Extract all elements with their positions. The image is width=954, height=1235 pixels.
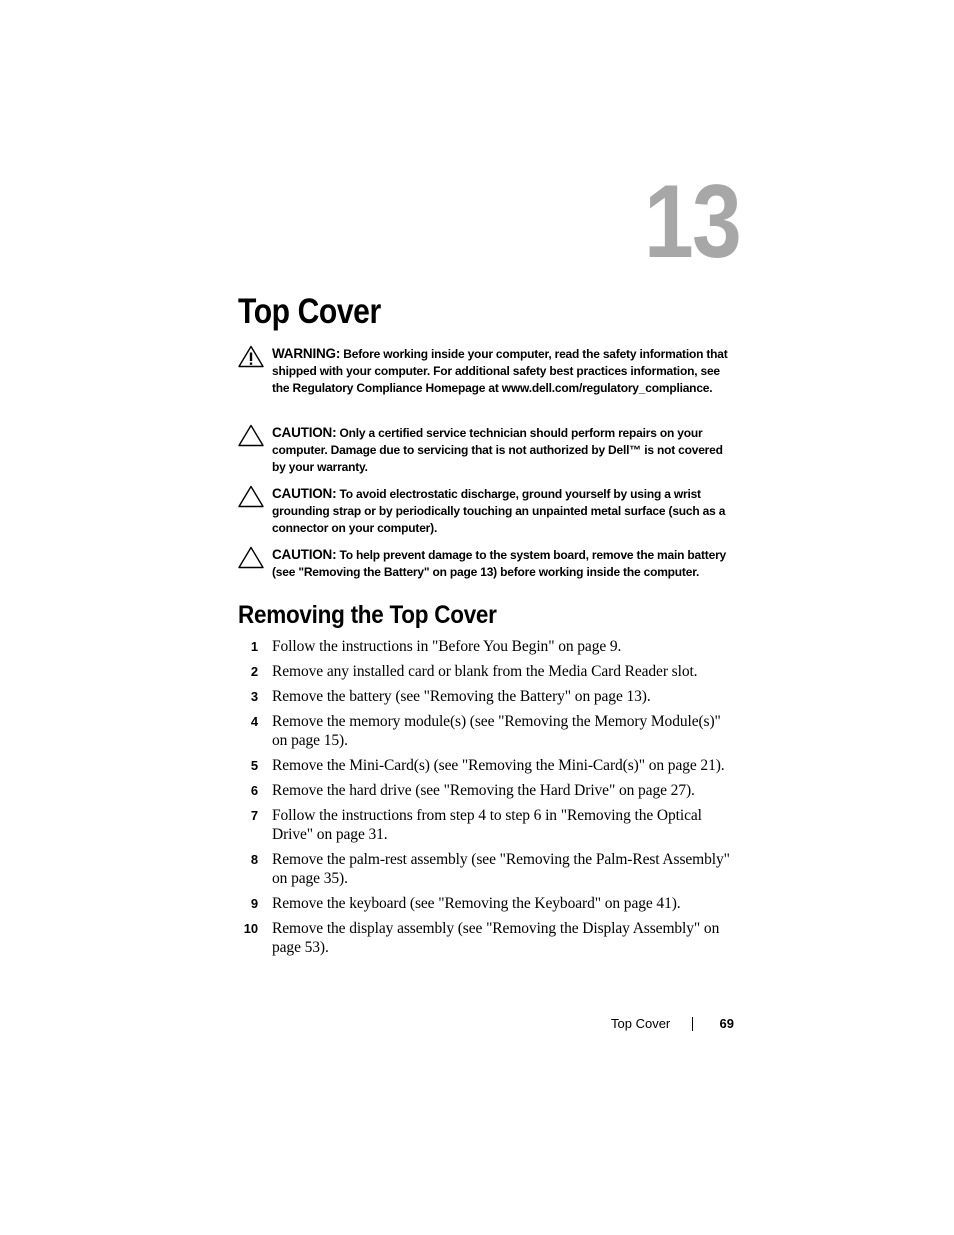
- caution-body: Only a certified service technician should perform repairs on your computer. Damage due to servicing that is not authorized by Dell™ is not covered by your warranty.: [272, 426, 723, 474]
- footer-divider: [692, 1017, 693, 1031]
- step-item: [238, 894, 738, 913]
- step-text: Remove the battery (see "Removing the Battery" on page 13).: [272, 688, 651, 705]
- step-item: [238, 756, 738, 775]
- warning-body: Before working inside your computer, read the safety information that shipped with your computer. For additional safety best practices information, see the Regulatory Compliance Homepage at www.dell.com/regulatory_compliance.: [272, 347, 728, 395]
- footer-chapter-title: Top Cover: [611, 1016, 671, 1031]
- section-heading: Removing the Top Cover: [238, 601, 497, 629]
- page-title: Top Cover: [238, 292, 381, 331]
- step-item: [238, 712, 738, 750]
- step-item: [238, 919, 738, 957]
- step-number: 10: [243, 921, 258, 936]
- step-text: Remove the hard drive (see "Removing the Hard Drive" on page 27).: [272, 782, 695, 799]
- caution-label: CAUTION:: [272, 425, 337, 440]
- warning-text: [272, 345, 738, 397]
- step-item: [238, 806, 738, 844]
- caution-body: To avoid electrostatic discharge, ground yourself by using a wrist grounding strap or by periodically touching an unpainted metal surface (such as a connector on your computer).: [272, 487, 726, 535]
- chapter-number: 13: [643, 164, 740, 280]
- step-text: Follow the instructions in "Before You Begin" on page 9.: [272, 638, 622, 655]
- step-text: Remove the Mini-Card(s) (see "Removing the Mini-Card(s)" on page 21).: [272, 757, 725, 774]
- procedure-steps: [238, 637, 738, 963]
- step-number: 1: [250, 639, 258, 654]
- step-number: 6: [250, 783, 258, 798]
- caution-text: [272, 424, 738, 476]
- caution-triangle-icon: [238, 546, 264, 569]
- step-number: 2: [250, 664, 258, 679]
- caution-notice-electrostatic: [238, 485, 738, 537]
- caution-notice-certified-technician: [238, 424, 738, 476]
- caution-label: CAUTION:: [272, 486, 337, 501]
- step-number: 4: [250, 714, 258, 729]
- step-number: 3: [250, 689, 258, 704]
- step-item: [238, 662, 738, 681]
- caution-notice-system-board: [238, 546, 738, 581]
- page-footer: [560, 1014, 736, 1034]
- step-number: 8: [250, 852, 258, 867]
- caution-triangle-icon: [238, 485, 264, 508]
- step-text: Remove the display assembly (see "Removing the Display Assembly" on page 53).: [272, 920, 720, 956]
- step-text: Remove the keyboard (see "Removing the Keyboard" on page 41).: [272, 895, 681, 912]
- caution-triangle-icon: [238, 424, 264, 447]
- step-text: Remove any installed card or blank from the Media Card Reader slot.: [272, 663, 698, 680]
- step-item: [238, 850, 738, 888]
- footer-page-number: 69: [719, 1016, 734, 1031]
- step-text: Follow the instructions from step 4 to step 6 in "Removing the Optical Drive" on page 31.: [272, 807, 702, 843]
- warning-label: WARNING:: [272, 346, 341, 361]
- step-item: [238, 687, 738, 706]
- step-text: Remove the palm-rest assembly (see "Removing the Palm-Rest Assembly" on page 35).: [272, 851, 730, 887]
- step-item: [238, 637, 738, 656]
- step-number: 9: [250, 896, 258, 911]
- caution-text: [272, 485, 738, 537]
- step-number: 7: [250, 808, 258, 823]
- step-text: Remove the memory module(s) (see "Removing the Memory Module(s)" on page 15).: [272, 713, 721, 749]
- warning-triangle-icon: [238, 345, 264, 368]
- caution-body: To help prevent damage to the system board, remove the main battery (see "Removing the Battery" on page 13) before working inside the computer.: [272, 548, 727, 579]
- step-number: 5: [250, 758, 258, 773]
- warning-notice: [238, 345, 738, 397]
- step-item: [238, 781, 738, 800]
- caution-text: [272, 546, 738, 581]
- caution-label: CAUTION:: [272, 547, 337, 562]
